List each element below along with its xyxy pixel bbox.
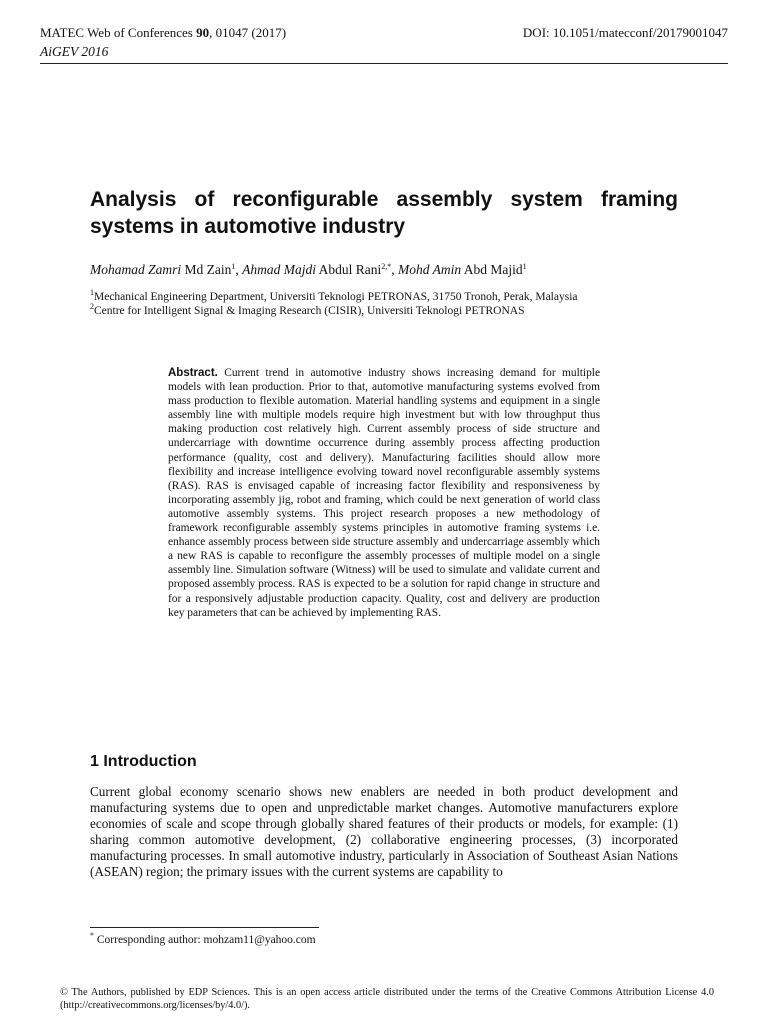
volume-number: 90 <box>196 25 210 40</box>
abstract-label: Abstract. <box>168 367 218 379</box>
doi: DOI: 10.1051/matecconf/20179001047 <box>522 25 728 40</box>
license-notice: © The Authors, published by EDP Sciences. This is an open access article distributed under the terms of the Creative Commons Attribution License 4.0 (http://creativecommons.org/licenses/by/4.0/). <box>60 987 714 1011</box>
header-divider <box>40 63 728 64</box>
abstract-text: Current trend in automotive industry shows increasing demand for multiple models with lean production. Prior to that, automotive manufacturing systems evolved from mass production to flexible automation. Material handling systems and equipment in a single assembly line with multiple models require high investment but with low throughput thus making production cost relatively high. Current assembly process of side structure and undercarriage with downtime occurrence during assembly process affecting production performance (quality, cost and delivery). Manufacturing facilities should allow more flexibility and increase intelligence evolving toward novel reconfigurable assembly systems (RAS). RAS is envisaged capable of increasing factor flexibility and responsiveness by incorporating assembly jig, robot and framing, which could be next generation of world class automotive assembly systems. This project research proposes a new methodology of framework reconfigurable assembly systems principles in automotive framing systems i.e. enhance assembly process between side structure assembly and undercarriage assembly which a new RAS is capable to reconfigure the assembly processes of multiple model on a single assembly line. Simulation software (Witness) will be used to simulate and validate current and proposed assembly process. RAS is expected to be a solution for rapid change in structure and for a responsively adjustable production capacity. Quality, cost and delivery are production key parameters that can be achieved by implementing RAS. <box>168 367 600 619</box>
journal-citation: MATEC Web of Conferences 90, 01047 (2017) <box>40 25 287 40</box>
introduction-paragraph: Current global economy scenario shows new enablers are needed in both product development and manufacturing systems due to open and unpredictable market changes. Automotive manufacturers explore economies of scale and scope through globally shared features of their products or models, for example: (1) sharing common automotive development, (2) collaborative engineering processes, (3) incorporated manufacturing processes. In small automotive industry, particularly in Association of Southeast Asian Nations (ASEAN) region; the primary issues with the current systems are capability to <box>90 784 678 879</box>
affiliation: $^1$Mechanical Engineering Department, Universiti Teknologi PETRONAS, 31750 Tronoh, Perak, Malaysia <box>90 288 578 303</box>
section-heading: 1 Introduction <box>90 753 197 770</box>
running-header <box>40 25 728 41</box>
affiliation: $^2$Centre for Intelligent Signal & Imaging Research (CISIR), Universiti Teknologi PETRONAS <box>90 302 525 317</box>
affiliations <box>90 290 690 318</box>
author: Mohd Amin Abd Majid$^1$ <box>398 262 527 277</box>
abstract <box>168 366 600 620</box>
footnote-divider <box>90 927 319 928</box>
author: Mohamad Zamri Md Zain$^1$, <box>90 262 243 277</box>
author-list <box>90 262 690 278</box>
author: Ahmad Majdi Abdul Rani$^{2,*}$, <box>242 262 399 277</box>
corresponding-author-footnote: * Corresponding author: mohzam11@yahoo.com <box>90 931 316 946</box>
conference-name: AiGEV 2016 <box>40 44 109 59</box>
paper-title: Analysis of reconfigurable assembly system framing systems in automotive industry <box>90 188 678 238</box>
